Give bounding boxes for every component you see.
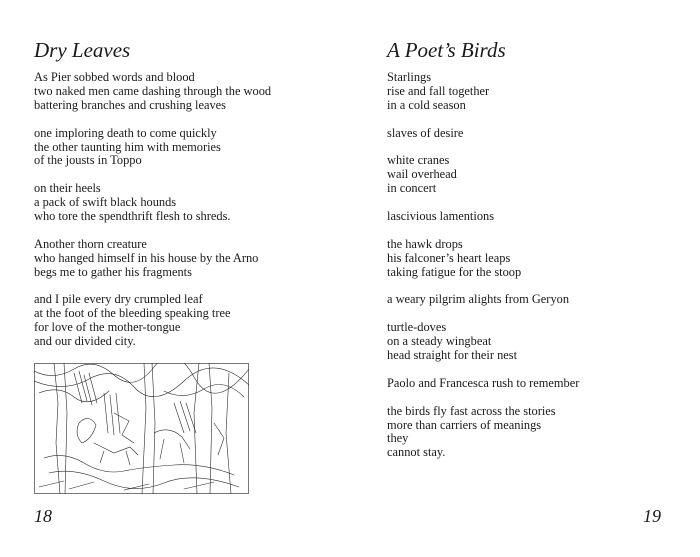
poem-line: wail overhead <box>387 167 457 182</box>
poem-line: turtle-doves <box>387 320 447 335</box>
stanza <box>387 210 687 224</box>
poem-line: Paolo and Francesca rush to remember <box>387 375 580 390</box>
stanza <box>387 154 687 196</box>
poem-body <box>34 71 334 363</box>
stanza <box>387 321 687 363</box>
poem-line: at the foot of the bleeding speaking tree <box>34 306 231 321</box>
poem-body <box>387 71 687 474</box>
poem-line: begs me to gather his fragments <box>34 264 192 279</box>
poem-line: the other taunting him with memories <box>34 139 221 154</box>
poem-line: they <box>387 431 409 446</box>
page-number: 18 <box>34 506 52 526</box>
poem-line: one imploring death to come quickly <box>34 125 217 140</box>
page-number: 19 <box>643 506 661 526</box>
stanza <box>387 377 687 391</box>
poem-line: slaves of desire <box>387 125 464 140</box>
poem-line: on a steady wingbeat <box>387 334 492 349</box>
stanza <box>387 71 687 113</box>
poem-line: on their heels <box>34 181 101 196</box>
poem-line: a pack of swift black hounds <box>34 195 177 210</box>
stanza <box>387 127 687 141</box>
poem-line: for love of the mother-tongue <box>34 320 181 335</box>
right-page <box>350 0 700 557</box>
poem-line: head straight for their nest <box>387 348 518 363</box>
stanza <box>387 238 687 280</box>
poem-line: and our divided city. <box>34 334 136 349</box>
stanza <box>34 293 334 349</box>
poem-line: rise and fall together <box>387 83 490 98</box>
stanza <box>34 127 334 169</box>
poem-line: of the jousts in Toppo <box>34 153 142 168</box>
poem-line: lascivious lamentions <box>387 209 495 224</box>
poem-line: more than carriers of meanings <box>387 417 542 432</box>
stanza <box>34 71 334 113</box>
poem-line: two naked men came dashing through the wood <box>34 83 272 98</box>
poem-line: a weary pilgrim alights from Geryon <box>387 292 570 307</box>
stanza <box>387 293 687 307</box>
poem-line: in a cold season <box>387 97 466 112</box>
poem-line: taking fatigue for the stoop <box>387 264 522 279</box>
poem-line: As Pier sobbed words and blood <box>34 70 195 84</box>
sketch-image <box>34 363 249 494</box>
stanza <box>387 405 687 461</box>
poem-title: A Poet’s Birds <box>387 38 506 62</box>
poem-line: white cranes <box>387 153 450 168</box>
stanza <box>34 238 334 280</box>
poem-title: Dry Leaves <box>34 38 131 62</box>
poem-line: his falconer’s heart leaps <box>387 250 511 265</box>
stanza <box>34 182 334 224</box>
poem-line: who hanged himself in his house by the Arno <box>34 250 259 265</box>
poem-line: and I pile every dry crumpled leaf <box>34 292 203 307</box>
poem-line: battering branches and crushing leaves <box>34 97 226 112</box>
sketch-illustration <box>34 363 249 494</box>
poem-line: who tore the spendthrift flesh to shreds. <box>34 209 231 224</box>
poem-line: in concert <box>387 181 437 196</box>
poem-line: Another thorn creature <box>34 236 147 251</box>
poem-line: Starlings <box>387 70 432 84</box>
poem-line: the hawk drops <box>387 236 463 251</box>
poem-line: cannot stay. <box>387 445 446 460</box>
poem-line: the birds fly fast across the stories <box>387 403 556 418</box>
